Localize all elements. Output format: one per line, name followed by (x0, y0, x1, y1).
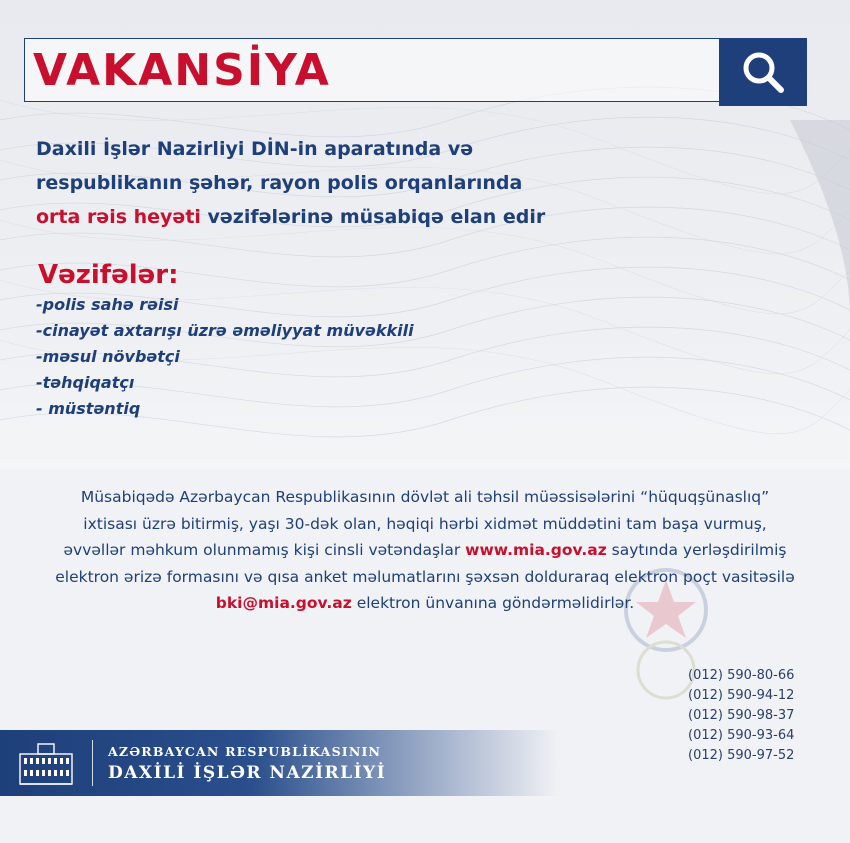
list-item: -məsul növbətçi (36, 347, 180, 366)
footer-divider (92, 740, 93, 786)
positions-title: Vəzifələr: (38, 260, 179, 290)
body-line-3-post: saytında yerləşdirilmiş (606, 541, 787, 559)
body-line-1: Müsabiqədə Azərbaycan Respublikasının dövlət ali təhsil müəssisələrini “hüquqşünaslıq” (80, 488, 770, 506)
search-bar (24, 38, 720, 102)
list-item: -təhqiqatçı (36, 373, 135, 392)
phone-number: (012) 590-93-64 (688, 728, 795, 743)
list-item: -cinayət axtarışı üzrə əməliyyat müvəkkili (36, 321, 414, 340)
list-item: - müstəntiq (36, 399, 141, 418)
email-link[interactable]: bki@mia.gov.az (215, 594, 352, 612)
footer-banner (0, 730, 560, 796)
body-line-2: ixtisası üzrə bitirmiş, yaşı 30-dək olan, həqiqi hərbi xidmət müddətini tam başa vurmuş, (83, 514, 767, 533)
phone-number: (012) 590-80-66 (688, 668, 795, 683)
phone-number: (012) 590-98-37 (688, 708, 795, 723)
intro-highlight: orta rəis heyəti (36, 206, 201, 228)
website-link[interactable]: www.mia.gov.az (465, 541, 607, 559)
page-title: VAKANSİYA (33, 45, 331, 96)
body-line-3-pre: əvvəllər məhkum olunmamış kişi cinsli vətəndaşlar (63, 541, 466, 559)
search-button[interactable] (719, 38, 807, 106)
body-line-4: elektron ərizə formasını və qısa anket məlumatlarını şəxsən dolduraraq elektron poçt vasitəsilə (55, 567, 795, 586)
body-line-3 (34, 537, 816, 564)
intro-line-1: Daxili İşlər Nazirliyi DİN-in aparatında və (36, 138, 474, 160)
list-item: -polis sahə rəisi (36, 295, 179, 314)
body-line-5 (34, 590, 816, 617)
requirements-text (34, 484, 816, 617)
phone-number: (012) 590-97-52 (688, 748, 795, 763)
magnifier-icon (740, 49, 786, 95)
body-line-5-post: elektron ünvanına göndərməlidirlər. (351, 594, 635, 612)
intro-line-2: respublikanın şəhər, rayon polis orqanlarında (36, 172, 523, 194)
intro-line-3 (36, 200, 736, 234)
footer-ministry: DAXİLİ İŞLƏR NAZİRLİYİ (108, 763, 387, 783)
phone-number: (012) 590-94-12 (688, 688, 795, 703)
building-icon (16, 738, 76, 788)
phone-list (688, 666, 794, 766)
intro-line-3-rest: vəzifələrinə müsabiqə elan edir (200, 206, 546, 228)
positions-list (36, 292, 414, 422)
intro-text (36, 132, 736, 234)
footer-republic: AZƏRBAYCAN RESPUBLİKASININ (108, 744, 382, 759)
